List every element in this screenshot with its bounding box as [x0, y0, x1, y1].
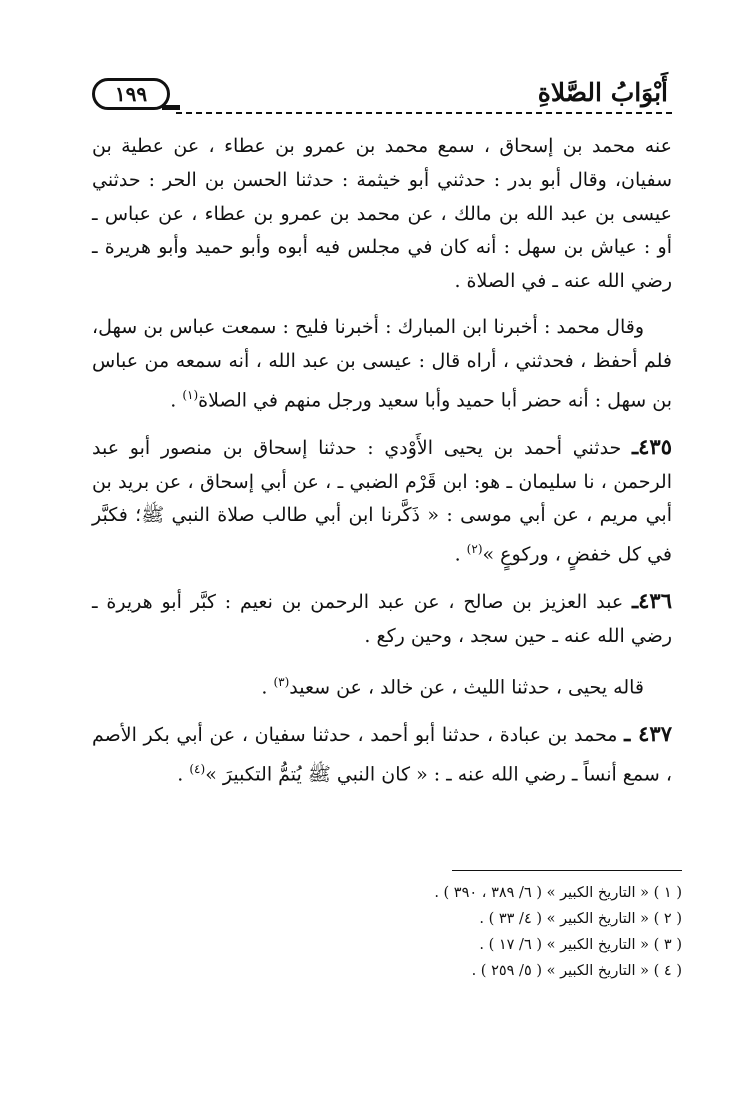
footnote-ref-1[interactable]: (١) — [182, 387, 199, 402]
paragraph-1 — [92, 130, 672, 299]
hadith-number: ٤٣٦ـ — [632, 588, 672, 614]
footnote-2: ( ٢ ) « التاريخ الكبير » ( ٤/ ٣٣ ) . — [479, 911, 682, 927]
main-text — [92, 130, 672, 804]
hadith-436 — [92, 584, 672, 654]
running-title: أَبْوَابُ الصَّلاةِ — [537, 78, 668, 107]
hadith-437 — [92, 717, 672, 792]
paragraph-text: عنه محمد بن إسحاق ، سمع محمد بن عمرو بن عطاء ، عن عطية بن سفيان، وقال أبو بدر : حدثني أبو خيثمة : حدثنا الحسن بن الحر : حدثني عيسى بن عبد الله بن مالك ، عن محمد بن عمرو بن عطاء ، عن عباس ـ أو : عياش بن سهل : أنه كان في مجلس فيه أبوه وأبو حميد وأبو هريرة ـ رضي الله عنه ـ في الصلاة . — [92, 135, 672, 293]
page-number: ١٩٩ — [92, 78, 170, 110]
footnote-ref-4[interactable]: (٤) — [189, 761, 206, 776]
hadith-435 — [92, 430, 672, 573]
paragraph-2 — [92, 311, 672, 418]
footnote-4: ( ٤ ) « التاريخ الكبير » ( ٥/ ٢٥٩ ) . — [471, 963, 682, 979]
paragraph-text: وقال محمد : أخبرنا ابن المبارك : أخبرنا فليح : سمعت عباس بن سهل، فلم أحفظ ، فحدثني ، أراه قال : عيسى بن عبد الله ، أنه سمعه من عباس بن سهل : أنه حضر أبا حميد وأبا سعيد ورجل منهم في الصلاة — [92, 315, 672, 411]
paragraph-tail: . — [170, 388, 183, 411]
footnotes — [92, 880, 682, 984]
paragraph-text: حدثني أحمد بن يحيى الأَوْدي : حدثنا إسحاق بن منصور أبو عبد الرحمن ، نا سليمان ـ هو: ابن قَرْم الضبي ـ ، عن أبي إسحاق ، عن بريد بن أبي مريم ، عن أبي موسى : « ذَكَّرنا ابن أبي طالب صلاة النبي ﷺ؛ فكبَّر في كل خفضٍ ، وركوعٍ » — [92, 436, 672, 566]
paragraph-text: قاله يحيى ، حدثنا الليث ، عن خالد ، عن سعيد — [289, 676, 644, 699]
paragraph-narration — [92, 666, 672, 705]
footnote-1: ( ١ ) « التاريخ الكبير » ( ٦/ ٣٨٩ ، ٣٩٠ ) . — [434, 885, 682, 901]
paragraph-tail: . — [261, 676, 274, 699]
hadith-number: ٤٣٧ ـ — [624, 720, 672, 746]
footnote-separator — [452, 870, 682, 871]
header-rule — [176, 112, 672, 114]
footnote-ref-3[interactable]: (٣) — [273, 674, 290, 689]
hadith-number: ٤٣٥ـ — [632, 433, 672, 459]
footnote-3: ( ٣ ) « التاريخ الكبير » ( ٦/ ١٧ ) . — [479, 937, 682, 953]
paragraph-tail: . — [454, 543, 467, 566]
paragraph-tail: . — [177, 763, 190, 786]
page-number-decoration — [162, 105, 180, 110]
footnote-ref-2[interactable]: (٢) — [466, 542, 483, 557]
page-header — [92, 74, 672, 118]
paragraph-text: عبد العزيز بن صالح ، عن عبد الرحمن بن نعيم : كبَّر أبو هريرة ـ رضي الله عنه ـ حين سجد ، وحين ركع . — [92, 591, 672, 648]
paragraph-text: محمد بن عبادة ، حدثنا أبو أحمد ، حدثنا سفيان ، عن أبي بكر الأصم ، سمع أنساً ـ رضي الله عنه ـ : « كان النبي ﷺ يُتمُّ التكبيرَ » — [92, 723, 672, 786]
